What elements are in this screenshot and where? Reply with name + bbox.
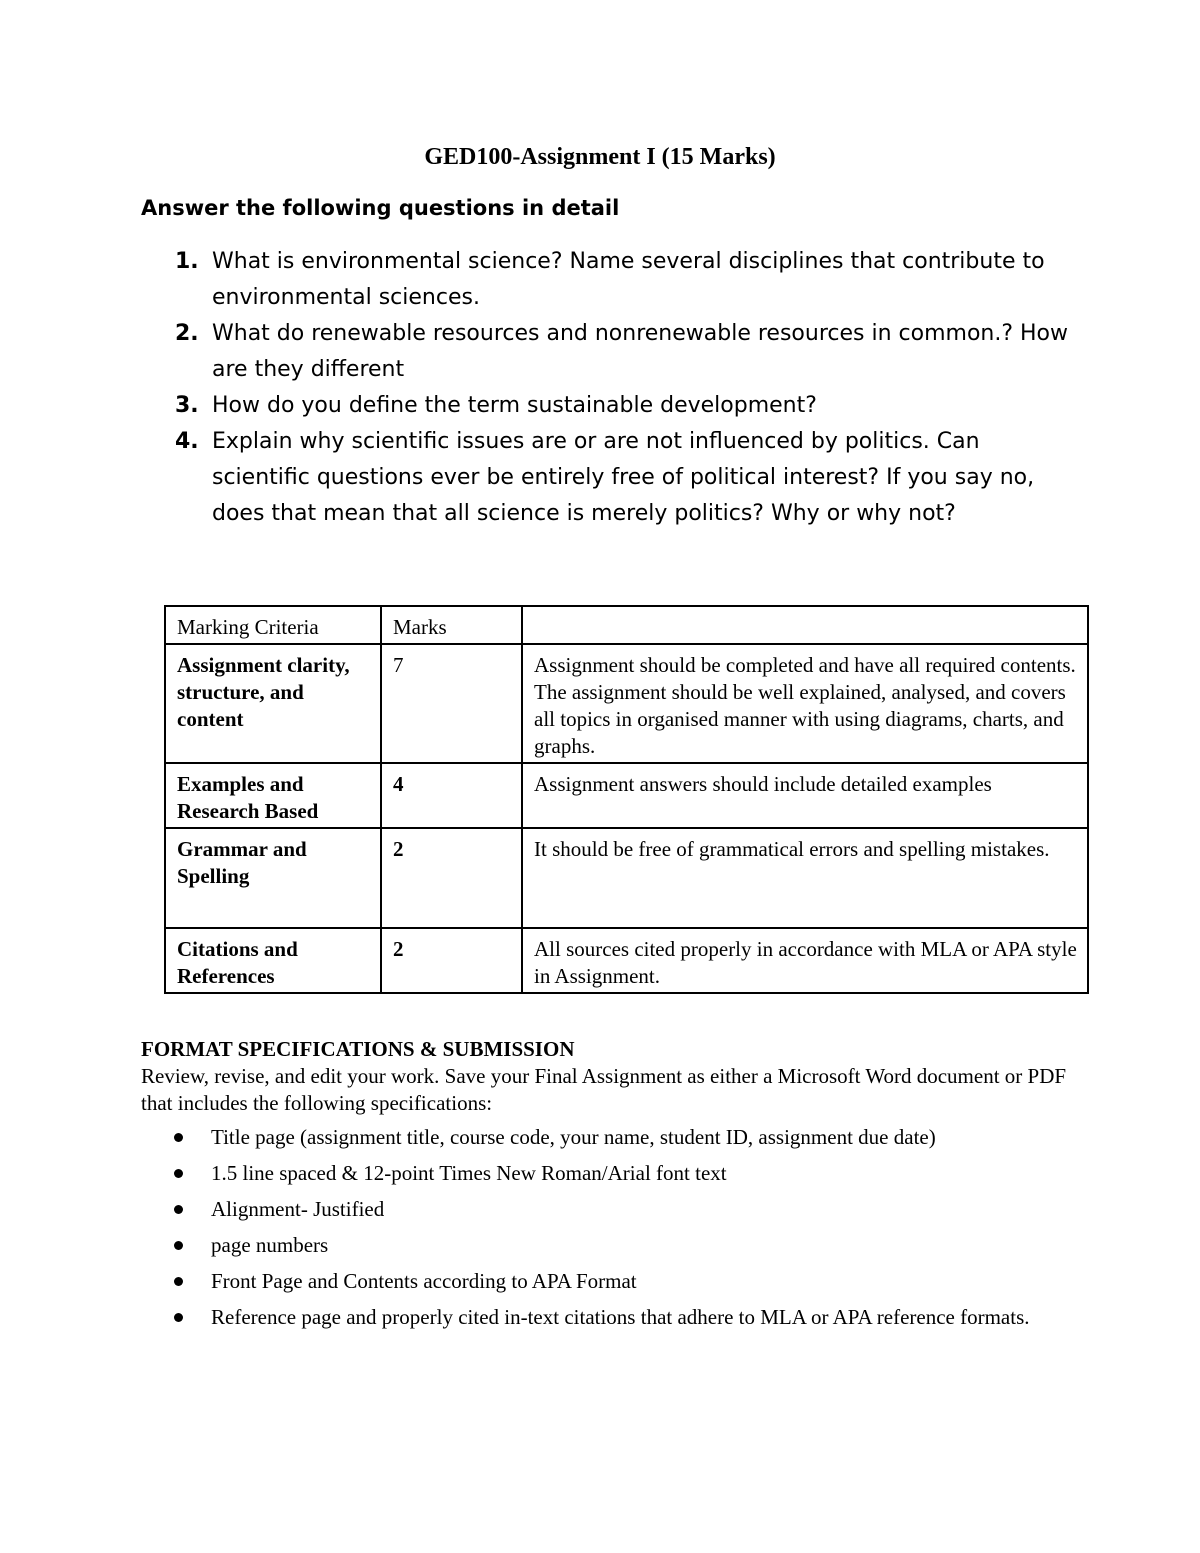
description-cell: Assignment answers should include detailed examples <box>522 763 1088 828</box>
description-cell: All sources cited properly in accordance with MLA or APA style in Assignment. <box>522 928 1088 993</box>
header-cell-marks: Marks <box>381 606 522 644</box>
list-item <box>141 1268 1071 1295</box>
question-item <box>175 424 1075 532</box>
question-text: What do renewable resources and nonrenewable resources in common.? How are they different <box>212 321 1069 382</box>
table-row <box>165 828 1088 928</box>
bullet-icon <box>174 1241 183 1250</box>
question-item <box>175 388 1075 424</box>
description-cell: It should be free of grammatical errors and spelling mistakes. <box>522 828 1088 928</box>
bullet-icon <box>174 1277 183 1286</box>
bullet-icon <box>174 1313 183 1322</box>
question-item <box>175 244 1075 316</box>
question-number: 2. <box>175 321 199 346</box>
question-number: 4. <box>175 429 199 454</box>
marks-cell: 2 <box>381 828 522 928</box>
list-item <box>141 1160 1071 1187</box>
criteria-cell: Grammar and Spelling <box>165 828 381 928</box>
header-cell-description <box>522 606 1088 644</box>
bullet-icon <box>174 1169 183 1178</box>
criteria-cell: Assignment clarity, structure, and content <box>165 644 381 763</box>
criteria-cell: Citations and References <box>165 928 381 993</box>
question-number: 3. <box>175 393 199 418</box>
question-text: Explain why scientific issues are or are not influenced by politics. Can scientific questions ever be entirely free of political interest? If you say no, does that mean that all science is merely politics? Why or why not? <box>212 429 1035 526</box>
format-heading: FORMAT SPECIFICATIONS & SUBMISSION <box>141 1037 575 1061</box>
instructions-heading: Answer the following questions in detail <box>141 196 620 220</box>
list-item <box>141 1232 1071 1259</box>
specifications-list <box>141 1124 1071 1331</box>
table-row <box>165 928 1088 993</box>
list-item-text: Front Page and Contents according to APA Format <box>211 1269 637 1293</box>
format-specifications-section <box>141 1036 1071 1340</box>
question-item <box>175 316 1075 388</box>
list-item-text: 1.5 line spaced & 12-point Times New Roman/Arial font text <box>211 1161 727 1185</box>
document-title: GED100-Assignment I (15 Marks) <box>424 144 776 170</box>
marks-cell: 7 <box>381 644 522 763</box>
marks-cell: 4 <box>381 763 522 828</box>
list-item-text: Title page (assignment title, course code, your name, student ID, assignment due date) <box>211 1125 936 1149</box>
list-item <box>141 1304 1071 1331</box>
list-item <box>141 1196 1071 1223</box>
bullet-icon <box>174 1133 183 1142</box>
list-item-text: page numbers <box>211 1233 329 1257</box>
format-intro: Review, revise, and edit your work. Save your Final Assignment as either a Microsoft Word document or PDF that includes the following specifications: <box>141 1064 1067 1115</box>
list-item-text: Alignment- Justified <box>211 1197 385 1221</box>
bullet-icon <box>174 1205 183 1214</box>
list-item-text: Reference page and properly cited in-text citations that adhere to MLA or APA reference formats. <box>211 1305 1030 1329</box>
question-number: 1. <box>175 249 199 274</box>
table-header-row <box>165 606 1088 644</box>
list-item <box>141 1124 1071 1151</box>
marking-criteria-table <box>164 605 1089 994</box>
description-cell: Assignment should be completed and have all required contents. The assignment should be well explained, analysed, and covers all topics in organised manner with using diagrams, charts, and graphs. <box>522 644 1088 763</box>
marks-cell: 2 <box>381 928 522 993</box>
criteria-cell: Examples and Research Based <box>165 763 381 828</box>
question-text: What is environmental science? Name several disciplines that contribute to environmental sciences. <box>212 249 1045 310</box>
table-row <box>165 644 1088 763</box>
question-list <box>175 244 1075 532</box>
header-cell-criteria: Marking Criteria <box>165 606 381 644</box>
table-row <box>165 763 1088 828</box>
question-text: How do you define the term sustainable development? <box>212 393 817 418</box>
